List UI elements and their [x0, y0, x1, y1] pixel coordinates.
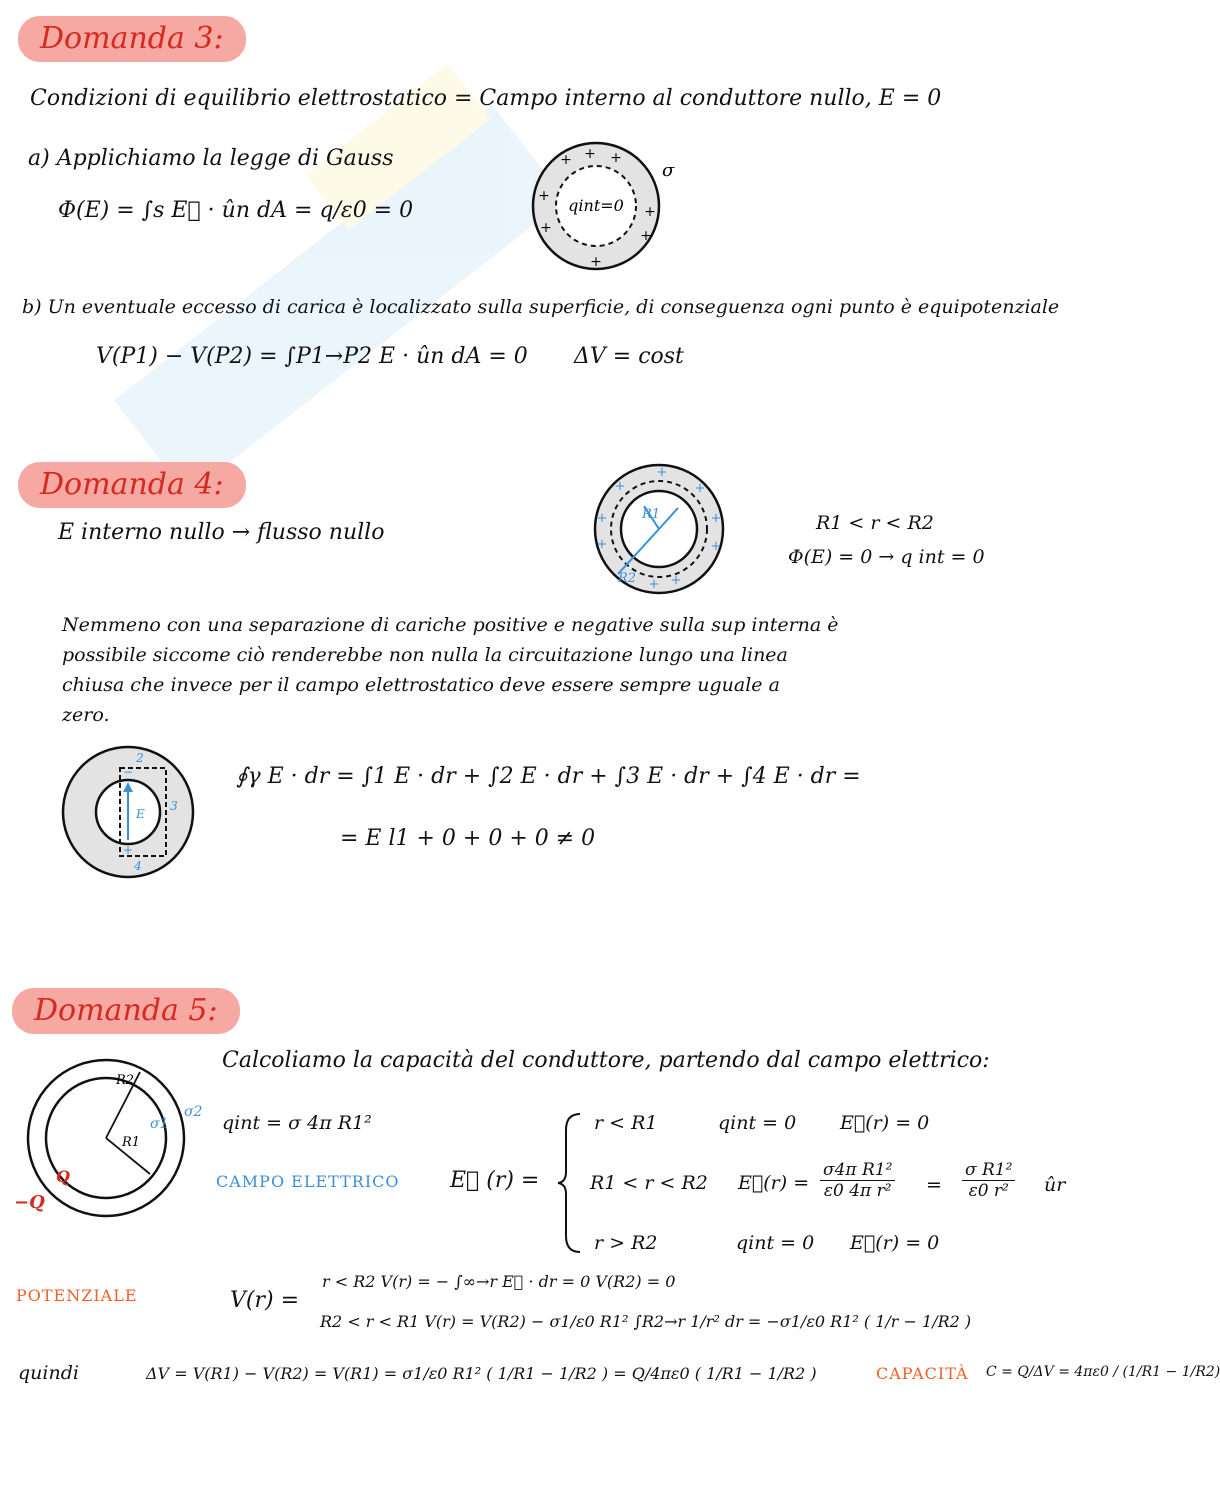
q5-intro: Calcoliamo la capacità del conduttore, partendo dal campo elettrico:: [222, 1048, 990, 1073]
q5-case2-unit: ûr: [1044, 1174, 1066, 1196]
q4-para-line2: possibile siccome ciò renderebbe non nulla la circuitazione lungo una linea: [62, 644, 788, 666]
q5-fig-q: Q: [56, 1167, 70, 1186]
q5-case2-frac2: $\frac{\text{σ R1²}}{\text{ε0 r²}}$: [962, 1160, 1015, 1201]
svg-text:3: 3: [170, 799, 178, 813]
q5-e-of-r: E⃗ (r) =: [450, 1168, 540, 1193]
q5-capacitor-figure: [14, 1058, 214, 1220]
q5-pot-line1: r < R2 V(r) = − ∫∞→r E⃗ · dr = 0 V(R2) = 0: [322, 1272, 676, 1291]
q4-para-line3: chiusa che invece per il campo elettrostatico deve essere sempre uguale a: [62, 674, 780, 696]
q5-fig-r2: R2: [116, 1073, 135, 1088]
svg-text:+: +: [590, 254, 602, 270]
svg-text:+: +: [656, 465, 668, 480]
svg-text:−: −: [122, 765, 134, 779]
q3-b-equation: V(P1) − V(P2) = ∫P1→P2 E · ûn dA = 0: [96, 344, 528, 369]
svg-text:+: +: [710, 539, 722, 554]
q4-title: Domanda 4:: [18, 462, 246, 508]
q3-fig-qint: qint=0: [568, 196, 624, 215]
q5-title: Domanda 5:: [12, 988, 240, 1034]
q5-piecewise-brace: [556, 1110, 586, 1256]
q5-case1-cond: r < R1: [594, 1112, 658, 1134]
q4-fig-r2: R2: [618, 571, 637, 586]
svg-text:+: +: [644, 204, 656, 220]
q5-dv-equation: ΔV = V(R1) − V(R2) = V(R1) = σ1/ε0 R1² ( 1/R1 − 1/R2 ) = Q/4πε0 ( 1/R1 − 1/R2 ): [146, 1364, 817, 1383]
q4-shell-figure: [592, 462, 728, 598]
svg-text:+: +: [640, 228, 652, 244]
svg-text:+: +: [596, 537, 608, 552]
q5-capacity-equation: C = Q/ΔV = 4πε0 / (1/R1 − 1/R2): [986, 1364, 1220, 1380]
svg-text:+: +: [710, 511, 722, 526]
q5-pot-line2: R2 < r < R1 V(r) = V(R2) − σ1/ε0 R1² ∫R2→r 1/r² dr = −σ1/ε0 R1² ( 1/r − 1/R2 ): [320, 1312, 972, 1331]
q3-a-equation: Φ(E) = ∫s E⃗ · ûn dA = q/ε0 = 0: [58, 198, 414, 223]
svg-text:2: 2: [136, 751, 144, 765]
svg-text:+: +: [540, 220, 552, 236]
svg-text:+: +: [584, 146, 596, 162]
svg-text:+: +: [614, 479, 626, 494]
q4-para-line1: Nemmeno con una separazione di cariche positive e negative sulla sup interna è: [62, 614, 839, 636]
q3-b-label: b) Un eventuale eccesso di carica è localizzato sulla superficie, di conseguenza ogni punto è equipotenziale: [22, 296, 1060, 318]
svg-text:+: +: [560, 152, 572, 168]
q4-fig-e: E: [136, 807, 145, 821]
q4-line1: E interno nullo → flusso nullo: [58, 520, 385, 545]
q5-fig-sigma2: σ2: [184, 1104, 203, 1120]
q3-a-label: a) Applichiamo la legge di Gauss: [28, 146, 394, 171]
q5-qint: qint = σ 4π R1²: [222, 1112, 372, 1134]
q5-fig-minus-q: −Q: [14, 1192, 45, 1213]
q4-condition: R1 < r < R2: [816, 512, 934, 534]
q5-case2-e: E⃗(r) =: [738, 1172, 810, 1194]
q5-case2-cond: R1 < r < R2: [590, 1172, 708, 1194]
svg-text:+: +: [610, 150, 622, 166]
q4-circuit-result: = E l1 + 0 + 0 + 0 ≠ 0: [340, 826, 596, 851]
q5-quindi: quindi: [18, 1362, 79, 1384]
q5-campo-label: CAMPO ELETTRICO: [216, 1172, 400, 1191]
q3-title: Domanda 3:: [18, 16, 246, 62]
svg-text:4: 4: [134, 859, 142, 873]
q5-capacita-label: CAPACITÀ: [876, 1364, 969, 1383]
q5-case2-frac1: $\frac{\text{σ4π R1²}}{\text{ε0 4π r²}}$: [820, 1160, 895, 1201]
q5-case3-e: E⃗(r) = 0: [850, 1232, 940, 1254]
q5-fig-r1: R1: [122, 1135, 141, 1150]
q5-potenziale-label: POTENZIALE: [16, 1286, 138, 1305]
q3-line1: Condizioni di equilibrio elettrostatico = Campo interno al conduttore nullo, E = 0: [30, 86, 942, 111]
svg-text:+: +: [596, 511, 608, 526]
q3-conductor-figure: [528, 140, 688, 272]
q4-circuit-figure: [60, 744, 200, 884]
q5-case3-cond: r > R2: [594, 1232, 658, 1254]
q4-flux: Φ(E) = 0 → q int = 0: [788, 546, 985, 568]
svg-text:+: +: [122, 843, 134, 857]
svg-text:+: +: [670, 573, 682, 588]
svg-text:+: +: [694, 481, 706, 496]
q4-fig-r1: R1: [642, 507, 661, 522]
svg-text:+: +: [538, 188, 550, 204]
q5-fig-sigma1: σ1: [150, 1116, 169, 1132]
q3-b-dv: ΔV = cost: [574, 344, 684, 369]
q3-fig-sigma: σ: [662, 160, 675, 181]
q5-case3-q: qint = 0: [736, 1232, 815, 1254]
q5-case1-e: E⃗(r) = 0: [840, 1112, 930, 1134]
q5-v-of-r: V(r) =: [230, 1288, 299, 1313]
svg-text:+: +: [648, 577, 660, 592]
q4-para-line4: zero.: [62, 704, 110, 726]
q5-case1-q: qint = 0: [718, 1112, 797, 1134]
q4-circuit-equation: ∮γ E · dr = ∫1 E · dr + ∫2 E · dr + ∫3 E · dr + ∫4 E · dr =: [236, 764, 861, 789]
